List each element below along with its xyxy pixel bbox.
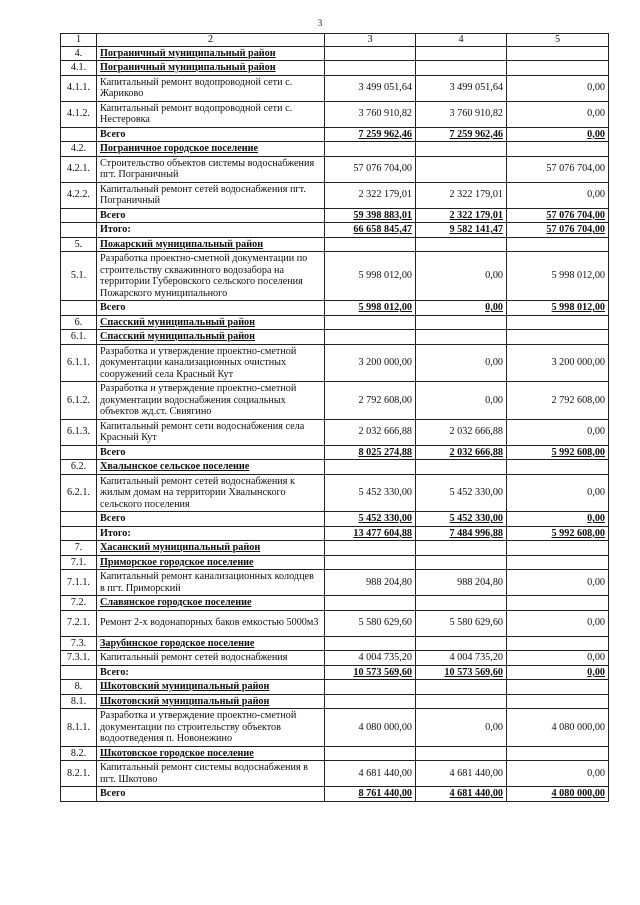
row-number: 4. — [61, 46, 97, 61]
row-value-col4: 5 580 629,60 — [416, 610, 507, 636]
row-value-col5: 5 992 608,00 — [507, 526, 609, 541]
row-description: Всего: — [97, 665, 325, 680]
row-value-col3 — [325, 596, 416, 611]
row-number — [61, 787, 97, 802]
table-row — [61, 156, 609, 182]
row-value-col4 — [416, 680, 507, 695]
row-value-col3: 3 200 000,00 — [325, 344, 416, 382]
row-description: Хасанский муниципальный район — [97, 541, 325, 556]
row-description: Капитальный ремонт водопроводной сети с. Жариково — [97, 75, 325, 101]
row-description: Спасский муниципальный район — [97, 315, 325, 330]
row-number: 6.1.3. — [61, 419, 97, 445]
row-number: 8.1. — [61, 694, 97, 709]
row-description: Пограничный муниципальный район — [97, 61, 325, 76]
row-value-col5 — [507, 61, 609, 76]
row-value-col5: 0,00 — [507, 651, 609, 666]
row-number: 7. — [61, 541, 97, 556]
row-value-col3: 57 076 704,00 — [325, 156, 416, 182]
row-number: 5. — [61, 237, 97, 252]
row-value-col4: 0,00 — [416, 382, 507, 420]
row-value-col5: 57 076 704,00 — [507, 223, 609, 238]
row-value-col4: 3 499 051,64 — [416, 75, 507, 101]
row-value-col3: 5 452 330,00 — [325, 474, 416, 512]
row-number — [61, 512, 97, 527]
row-value-col3: 59 398 883,01 — [325, 208, 416, 223]
row-value-col5: 2 792 608,00 — [507, 382, 609, 420]
row-value-col5: 0,00 — [507, 101, 609, 127]
row-value-col4: 0,00 — [416, 252, 507, 301]
total-row — [61, 787, 609, 802]
row-number: 7.1. — [61, 555, 97, 570]
row-value-col4: 2 032 666,88 — [416, 419, 507, 445]
row-value-col4: 3 760 910,82 — [416, 101, 507, 127]
row-value-col4: 2 322 179,01 — [416, 208, 507, 223]
row-number — [61, 526, 97, 541]
row-value-col4: 2 032 666,88 — [416, 445, 507, 460]
row-number: 6.1.2. — [61, 382, 97, 420]
row-value-col4 — [416, 694, 507, 709]
total-row — [61, 127, 609, 142]
row-number: 6.1. — [61, 330, 97, 345]
section-row — [61, 680, 609, 695]
total-row — [61, 445, 609, 460]
row-value-col3: 5 452 330,00 — [325, 512, 416, 527]
total-row — [61, 512, 609, 527]
row-number: 8.2. — [61, 746, 97, 761]
section-row — [61, 142, 609, 157]
row-description: Всего — [97, 208, 325, 223]
row-value-col4 — [416, 596, 507, 611]
row-value-col3: 2 322 179,01 — [325, 182, 416, 208]
row-value-col3 — [325, 636, 416, 651]
row-value-col3: 5 998 012,00 — [325, 301, 416, 316]
row-value-col3: 3 499 051,64 — [325, 75, 416, 101]
row-value-col3 — [325, 694, 416, 709]
row-number: 7.3. — [61, 636, 97, 651]
row-description: Итого: — [97, 223, 325, 238]
total-row — [61, 208, 609, 223]
row-number: 6.2. — [61, 460, 97, 475]
row-number — [61, 127, 97, 142]
row-value-col5: 0,00 — [507, 75, 609, 101]
row-value-col3: 66 658 845,47 — [325, 223, 416, 238]
row-value-col5: 0,00 — [507, 127, 609, 142]
table-row — [61, 419, 609, 445]
row-description: Шкотовский муниципальный район — [97, 680, 325, 695]
row-value-col3: 4 681 440,00 — [325, 761, 416, 787]
row-value-col5: 4 080 000,00 — [507, 709, 609, 747]
section-row — [61, 330, 609, 345]
row-value-col5: 0,00 — [507, 610, 609, 636]
table-row — [61, 344, 609, 382]
row-value-col5 — [507, 694, 609, 709]
total-row — [61, 223, 609, 238]
row-value-col3 — [325, 315, 416, 330]
row-value-col5: 0,00 — [507, 512, 609, 527]
row-value-col3 — [325, 46, 416, 61]
row-description: Всего — [97, 512, 325, 527]
row-number: 8.2.1. — [61, 761, 97, 787]
row-value-col3: 8 761 440,00 — [325, 787, 416, 802]
row-number: 7.2.1. — [61, 610, 97, 636]
section-row — [61, 61, 609, 76]
row-value-col5 — [507, 330, 609, 345]
row-value-col4: 7 259 962,46 — [416, 127, 507, 142]
row-value-col3: 8 025 274,88 — [325, 445, 416, 460]
row-value-col5: 0,00 — [507, 665, 609, 680]
row-number: 4.1. — [61, 61, 97, 76]
row-value-col4 — [416, 541, 507, 556]
row-value-col4 — [416, 61, 507, 76]
row-value-col3 — [325, 237, 416, 252]
row-description: Славянское городское поселение — [97, 596, 325, 611]
column-number-header — [61, 34, 609, 47]
row-description: Зарубинское городское поселение — [97, 636, 325, 651]
row-number: 4.2. — [61, 142, 97, 157]
row-description: Всего — [97, 301, 325, 316]
row-value-col4: 4 004 735,20 — [416, 651, 507, 666]
table-row — [61, 101, 609, 127]
row-description: Разработка проектно-сметной документации по строительству скважинного водозабора на территории Губеровского сельского поселения Пожарского муниципального — [97, 252, 325, 301]
row-description: Разработка и утверждение проектно-сметной документации канализационных очистных сооружений села Красный Кут — [97, 344, 325, 382]
row-description: Капитальный ремонт канализационных колодцев в пгт. Приморский — [97, 570, 325, 596]
row-value-col5 — [507, 636, 609, 651]
row-value-col5: 0,00 — [507, 182, 609, 208]
section-row — [61, 596, 609, 611]
table-row — [61, 709, 609, 747]
row-value-col5: 0,00 — [507, 419, 609, 445]
row-value-col5 — [507, 596, 609, 611]
row-description: Всего — [97, 127, 325, 142]
row-description: Капитальный ремонт сетей водоснабжения к жилым домам на территории Хвалынского сельского поселения — [97, 474, 325, 512]
row-value-col3 — [325, 142, 416, 157]
row-number: 6.2.1. — [61, 474, 97, 512]
row-value-col3: 3 760 910,82 — [325, 101, 416, 127]
row-value-col3: 7 259 962,46 — [325, 127, 416, 142]
row-value-col4 — [416, 156, 507, 182]
row-value-col5: 5 998 012,00 — [507, 252, 609, 301]
row-value-col3: 5 998 012,00 — [325, 252, 416, 301]
page-number: 3 — [317, 18, 323, 28]
row-number — [61, 665, 97, 680]
row-value-col4 — [416, 237, 507, 252]
row-value-col4: 2 322 179,01 — [416, 182, 507, 208]
row-number: 7.3.1. — [61, 651, 97, 666]
row-number: 6. — [61, 315, 97, 330]
row-description: Пожарский муниципальный район — [97, 237, 325, 252]
table-row — [61, 182, 609, 208]
row-number: 5.1. — [61, 252, 97, 301]
row-description: Пограничный муниципальный район — [97, 46, 325, 61]
row-description: Шкотовское городское поселение — [97, 746, 325, 761]
section-row — [61, 746, 609, 761]
total-row — [61, 665, 609, 680]
section-row — [61, 541, 609, 556]
row-value-col4: 4 681 440,00 — [416, 761, 507, 787]
row-number: 4.1.2. — [61, 101, 97, 127]
row-value-col3: 5 580 629,60 — [325, 610, 416, 636]
row-value-col4: 0,00 — [416, 709, 507, 747]
table-row — [61, 382, 609, 420]
row-number: 7.2. — [61, 596, 97, 611]
row-value-col4 — [416, 142, 507, 157]
row-value-col3: 4 004 735,20 — [325, 651, 416, 666]
table-row — [61, 570, 609, 596]
row-number — [61, 223, 97, 238]
row-description: Строительство объектов системы водоснабжения пгт. Пограничный — [97, 156, 325, 182]
table-row — [61, 761, 609, 787]
row-number — [61, 208, 97, 223]
row-value-col5 — [507, 142, 609, 157]
row-description: Разработка и утверждение проектно-сметной документации по строительству объектов водоотведения п. Новонежино — [97, 709, 325, 747]
section-row — [61, 237, 609, 252]
table-row — [61, 252, 609, 301]
header-cell: 3 — [325, 34, 416, 47]
row-value-col3 — [325, 460, 416, 475]
table-row — [61, 75, 609, 101]
row-value-col3 — [325, 680, 416, 695]
row-value-col5 — [507, 541, 609, 556]
row-number: 4.2.2. — [61, 182, 97, 208]
row-value-col5: 3 200 000,00 — [507, 344, 609, 382]
table-row — [61, 610, 609, 636]
row-description: Капитальный ремонт сетей водоснабжения — [97, 651, 325, 666]
row-description: Всего — [97, 787, 325, 802]
row-value-col3: 2 792 608,00 — [325, 382, 416, 420]
row-description: Шкотовский муниципальный район — [97, 694, 325, 709]
row-value-col5 — [507, 680, 609, 695]
row-value-col3: 2 032 666,88 — [325, 419, 416, 445]
row-value-col5: 57 076 704,00 — [507, 208, 609, 223]
row-value-col4 — [416, 460, 507, 475]
header-cell: 1 — [61, 34, 97, 47]
row-value-col3 — [325, 746, 416, 761]
row-value-col5 — [507, 315, 609, 330]
header-cell: 4 — [416, 34, 507, 47]
row-number — [61, 301, 97, 316]
row-number: 7.1.1. — [61, 570, 97, 596]
row-value-col3: 4 080 000,00 — [325, 709, 416, 747]
row-description: Разработка и утверждение проектно-сметной документации водоснабжения социальных объектов жд.ст. Свиягино — [97, 382, 325, 420]
row-value-col4: 9 582 141,47 — [416, 223, 507, 238]
row-description: Итого: — [97, 526, 325, 541]
row-value-col4: 5 452 330,00 — [416, 512, 507, 527]
row-value-col4: 5 452 330,00 — [416, 474, 507, 512]
row-description: Спасский муниципальный район — [97, 330, 325, 345]
budget-table — [60, 33, 609, 802]
row-value-col5: 57 076 704,00 — [507, 156, 609, 182]
row-number: 4.2.1. — [61, 156, 97, 182]
row-description: Капитальный ремонт водопроводной сети с. Нестеровка — [97, 101, 325, 127]
row-value-col3: 13 477 604,88 — [325, 526, 416, 541]
section-row — [61, 694, 609, 709]
row-description: Капитальный ремонт системы водоснабжения в пгт. Шкотово — [97, 761, 325, 787]
table-row — [61, 474, 609, 512]
row-value-col3 — [325, 555, 416, 570]
row-description: Хвалынское сельское поселение — [97, 460, 325, 475]
row-number: 6.1.1. — [61, 344, 97, 382]
row-value-col5 — [507, 237, 609, 252]
row-value-col4 — [416, 746, 507, 761]
row-value-col4 — [416, 315, 507, 330]
header-cell: 2 — [97, 34, 325, 47]
row-description: Приморское городское поселение — [97, 555, 325, 570]
row-value-col5 — [507, 746, 609, 761]
row-value-col5: 4 080 000,00 — [507, 787, 609, 802]
row-value-col5: 0,00 — [507, 570, 609, 596]
row-value-col5: 5 998 012,00 — [507, 301, 609, 316]
section-row — [61, 460, 609, 475]
row-description: Всего — [97, 445, 325, 460]
row-value-col3: 10 573 569,60 — [325, 665, 416, 680]
row-value-col3: 988 204,80 — [325, 570, 416, 596]
row-number: 8.1.1. — [61, 709, 97, 747]
row-description: Капитальный ремонт сетей водоснабжения пгт. Пограничный — [97, 182, 325, 208]
row-value-col4 — [416, 330, 507, 345]
section-row — [61, 46, 609, 61]
row-value-col3 — [325, 330, 416, 345]
header-cell: 5 — [507, 34, 609, 47]
row-value-col3 — [325, 61, 416, 76]
row-value-col4 — [416, 46, 507, 61]
row-value-col5: 0,00 — [507, 474, 609, 512]
section-row — [61, 315, 609, 330]
row-value-col3 — [325, 541, 416, 556]
row-description: Пограничное городское поселение — [97, 142, 325, 157]
row-value-col5 — [507, 46, 609, 61]
row-value-col5 — [507, 460, 609, 475]
row-value-col4: 4 681 440,00 — [416, 787, 507, 802]
row-value-col4 — [416, 636, 507, 651]
row-description: Капитальный ремонт сети водоснабжения села Красный Кут — [97, 419, 325, 445]
total-row — [61, 301, 609, 316]
row-value-col5 — [507, 555, 609, 570]
row-number: 4.1.1. — [61, 75, 97, 101]
row-value-col4: 0,00 — [416, 301, 507, 316]
section-row — [61, 636, 609, 651]
total-row — [61, 526, 609, 541]
row-value-col4: 988 204,80 — [416, 570, 507, 596]
row-value-col5: 5 992 608,00 — [507, 445, 609, 460]
table-row — [61, 651, 609, 666]
row-number: 8. — [61, 680, 97, 695]
row-description: Ремонт 2-х водонапорных баков емкостью 5000м3 — [97, 610, 325, 636]
row-value-col4: 7 484 996,88 — [416, 526, 507, 541]
row-value-col4: 10 573 569,60 — [416, 665, 507, 680]
row-number — [61, 445, 97, 460]
row-value-col4 — [416, 555, 507, 570]
section-row — [61, 555, 609, 570]
row-value-col4: 0,00 — [416, 344, 507, 382]
row-value-col5: 0,00 — [507, 761, 609, 787]
